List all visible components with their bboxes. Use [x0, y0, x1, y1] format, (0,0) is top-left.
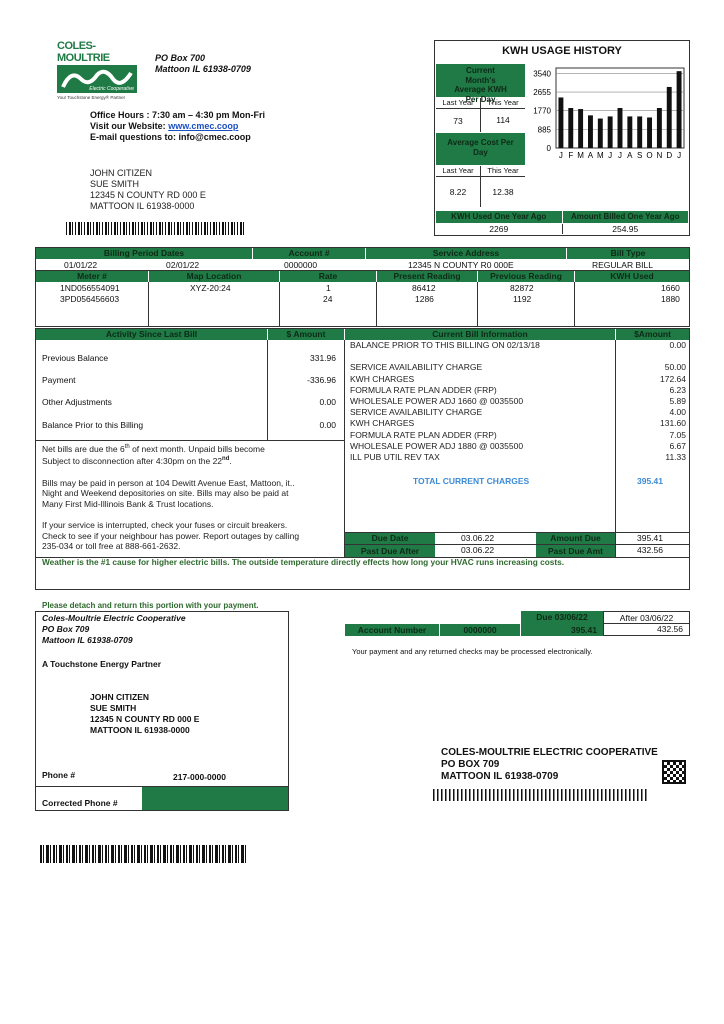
detach-note: Please detach and return this portion with your payment. — [42, 601, 259, 610]
note2a: Subject to disconnection after 4:30pm on the 22 — [42, 456, 223, 467]
corrected-phone-label: Corrected Phone # — [42, 798, 118, 808]
website-link[interactable]: www.cmec.coop — [168, 121, 239, 131]
avg-last-year: 73 — [453, 115, 463, 126]
item-amount-6: 5.89 — [669, 396, 686, 406]
activity-amount-3: 0.00 — [319, 397, 336, 407]
chart-xtick-label: N — [656, 151, 663, 160]
avg-cost-header — [436, 133, 525, 165]
h-activity: Activity Since Last Bill — [36, 329, 267, 340]
qr-code-icon — [662, 760, 686, 784]
chart-xtick-label: J — [618, 151, 622, 160]
present-1: 86412 — [412, 283, 436, 293]
meter-1: 1ND056554091 — [60, 283, 120, 293]
phone-number: 217-000-0000 — [173, 772, 226, 782]
stub-city-2: MATTOON IL 61938-0000 — [90, 725, 190, 735]
avg-this-year: 114 — [480, 109, 525, 132]
electronic-note: Your payment and any returned checks may be processed electronically. — [352, 647, 593, 656]
activity-label-2: Payment — [42, 375, 76, 385]
previous-2: 1192 — [513, 294, 532, 304]
chart-xtick-label: M — [596, 151, 604, 160]
chart-bar — [657, 108, 662, 148]
activity-amount-2: -336.96 — [307, 375, 336, 385]
activity-label-3: Other Adjustments — [42, 397, 112, 407]
h-rate: Rate — [280, 271, 376, 282]
bill-type: REGULAR BILL — [592, 260, 653, 270]
h-account: Account # — [253, 248, 365, 259]
chart-ytick-label: 0 — [546, 144, 551, 153]
logo-sub: Electric Cooperative — [89, 86, 134, 92]
chart-bar — [618, 108, 623, 148]
chart-bar — [568, 108, 573, 148]
h-previous: Previous Reading — [478, 271, 574, 282]
chart-bar — [608, 116, 613, 148]
note-due-line — [42, 442, 342, 454]
scan-line-barcode — [40, 845, 248, 863]
after-label: After 03/06/22 — [603, 611, 690, 624]
item-label-2 — [350, 351, 686, 362]
avg-this-year-label: This Year — [487, 98, 519, 107]
chart-bar — [637, 116, 642, 148]
stub-box — [35, 611, 289, 811]
stub-name-1: JOHN CITIZEN — [90, 692, 150, 702]
note6: If your service is interrupted, check your fuses or circuit breakers. — [42, 520, 288, 531]
website-line — [90, 121, 265, 132]
kwh-ago: 2269 — [489, 224, 509, 234]
kwh-ago-label: KWH Used One Year Ago — [436, 211, 562, 223]
item-amount-10: 6.67 — [669, 440, 686, 451]
note1a: Net bills are due the 6 — [42, 443, 125, 454]
item-label-3: SERVICE AVAILABILITY CHARGE — [350, 362, 483, 373]
item-amount-8: 131.60 — [660, 418, 686, 429]
customer-city: MATTOON IL 61938-0000 — [90, 201, 195, 211]
customer-address: 12345 N COUNTY RD 000 E — [90, 190, 206, 200]
account-number-label: Account Number — [345, 624, 439, 636]
current-items — [350, 340, 686, 463]
chart-xtick-label: A — [587, 151, 594, 160]
item-label-8: KWH CHARGES — [350, 418, 415, 429]
stub-name-2: SUE SMITH — [90, 703, 137, 713]
period-from: 01/01/22 — [64, 260, 98, 270]
payment-notes — [42, 442, 342, 552]
chart-xtick-label: S — [637, 151, 643, 160]
item-label-5: FORMULA RATE PLAN ADDER (FRP) — [350, 384, 497, 395]
past-due-amt: 432.56 — [637, 545, 663, 555]
item-amount-3: 50.00 — [664, 362, 686, 373]
cost-last-year-label: Last Year — [436, 166, 481, 176]
billed-ago-label: Amount Billed One Year Ago — [562, 211, 689, 223]
billing-table — [35, 247, 690, 327]
item-label-1: BALANCE PRIOR TO THIS BILLING ON 02/13/18 — [350, 340, 540, 350]
kwh-2: 1880 — [661, 294, 680, 304]
chart-bar — [677, 71, 682, 148]
chart-xtick-label: A — [627, 151, 633, 160]
chart-ytick-label: 885 — [537, 125, 551, 135]
stub-address: 12345 N COUNTY RD 000 E — [90, 714, 200, 724]
chart-xtick-label: J — [608, 151, 613, 160]
avg-cost-label: Average Cost Per Day — [447, 138, 514, 157]
note1b: of next month. Unpaid bills become — [129, 443, 265, 454]
h-current-amount: $Amount — [616, 329, 689, 340]
amount-due-label: Amount Due — [536, 533, 615, 544]
email-line: E-mail questions to: info@cmec.coop — [90, 132, 251, 142]
item-label-11: ILL PUB UTIL REV TAX — [350, 452, 440, 463]
activity-amount-1: 331.96 — [310, 353, 336, 363]
meter-2: 3PD056456603 — [60, 294, 120, 304]
chart-bar — [558, 97, 563, 148]
remit-coop: COLES-MOULTRIE ELECTRIC COOPERATIVE — [441, 747, 658, 758]
logo-text: COLES-MOULTRIE — [57, 40, 110, 64]
item-amount-9: 7.05 — [669, 429, 686, 440]
note4: Night and Weekend depositories on site. Bills may also be paid at — [42, 488, 289, 499]
remit-table — [345, 611, 690, 637]
stub-coop: Coles-Moultrie Electric Cooperative — [42, 613, 186, 623]
past-due-after-label: Past Due After — [345, 545, 435, 557]
customer-name-2: SUE SMITH — [90, 179, 140, 189]
h-type: Bill Type — [567, 248, 689, 259]
website-label: Visit our Website: — [90, 121, 169, 131]
chart-bar — [647, 117, 652, 148]
remit-city: MATTOON IL 61938-0709 — [441, 771, 559, 782]
due-date: 03.06.22 — [461, 533, 495, 543]
chart-bar — [598, 119, 603, 148]
usage-history-title: KWH USAGE HISTORY — [502, 45, 622, 57]
present-2: 1286 — [415, 294, 434, 304]
logo-mark — [57, 65, 137, 93]
total-current-label: TOTAL CURRENT CHARGES — [413, 476, 530, 486]
h-service: Service Address — [366, 248, 566, 259]
h-activity-amount: $ Amount — [268, 329, 344, 340]
previous-1: 82872 — [510, 283, 534, 293]
note5: Many First Mid-Illinois Bank & Trust locations. — [42, 498, 214, 509]
due-label: Due 03/06/22 — [521, 611, 603, 624]
chart-xtick-label: F — [568, 151, 574, 160]
avg-last-year-label: Last Year — [436, 98, 481, 108]
remit-po: PO BOX 709 — [441, 759, 500, 770]
item-label-4: KWH CHARGES — [350, 373, 415, 384]
map-1: XYZ-20:24 — [190, 283, 231, 293]
chart-ytick-label: 1770 — [533, 106, 551, 116]
company-logo — [57, 40, 141, 100]
service-address: 12345 N COUNTY R0 000E — [408, 260, 514, 270]
chart-xtick-label: J — [558, 151, 563, 160]
h-map: Map Location — [149, 271, 279, 282]
period-to: 02/01/22 — [166, 260, 200, 270]
cost-this-year-label: This Year — [487, 166, 519, 175]
chart-xtick-label: J — [677, 151, 682, 160]
h-kwh: KWH Used — [575, 271, 689, 282]
note7: Check to see if your neighbour has power. Report outages by calling — [42, 530, 300, 541]
past-due-after: 03.06.22 — [461, 545, 495, 555]
h-period: Billing Period Dates — [36, 248, 252, 259]
item-label-7: SERVICE AVAILABILITY CHARGE — [350, 407, 483, 418]
activity-label-1: Previous Balance — [42, 353, 109, 363]
note-disconnect-line — [42, 454, 342, 466]
item-amount-7: 4.00 — [669, 407, 686, 418]
total-current: 395.41 — [637, 476, 663, 486]
stub-partner: A Touchstone Energy Partner — [42, 659, 162, 669]
chart-ytick-label: 2655 — [533, 88, 551, 98]
item-label-10: WHOLESALE POWER ADJ 1880 @ 0035500 — [350, 440, 524, 451]
item-label-9: FORMULA RATE PLAN ADDER (FRP) — [350, 429, 497, 440]
account-number: 0000000 — [284, 260, 318, 270]
note1sup: th — [124, 444, 130, 450]
remit-postal-barcode — [433, 789, 649, 801]
activity-amount-4: 0.00 — [319, 420, 336, 430]
postal-barcode — [66, 222, 244, 235]
item-amount-11: 11.33 — [665, 452, 686, 463]
avg-kwh-label: Current Month's Average KWH Per Day — [454, 66, 507, 104]
logo-tagline: Your Touchstone Energy® Partner — [57, 95, 126, 100]
h-current: Current Bill Information — [345, 329, 615, 340]
amount-due: 395.41 — [637, 533, 663, 543]
kwh-usage-chart — [526, 64, 688, 166]
chart-ytick-label: 3540 — [533, 69, 551, 79]
chart-xtick-label: D — [666, 151, 673, 160]
item-amount-1: 0.00 — [669, 340, 686, 350]
past-due-amt-label: Past Due Amt — [536, 545, 615, 557]
note2sup: nd — [222, 456, 230, 463]
stub-po: PO Box 709 — [42, 624, 90, 634]
cost-last-year: 8.22 — [449, 187, 467, 197]
company-city: Mattoon IL 61938-0709 — [155, 64, 251, 74]
item-label-6: WHOLESALE POWER ADJ 1660 @ 0035500 — [350, 396, 524, 406]
h-present: Present Reading — [377, 271, 477, 282]
item-amount-5: 6.23 — [669, 384, 686, 395]
chart-bar — [578, 109, 583, 148]
corrected-phone-field[interactable] — [142, 787, 288, 810]
stub-due-amount: 395.41 — [521, 624, 603, 636]
stub-after-amount: 432.56 — [603, 623, 690, 636]
due-date-label: Due Date — [345, 533, 435, 544]
chart-xtick-label: M — [577, 151, 584, 160]
note8: 235-034 or toll free at 888-661-2632. — [42, 541, 181, 552]
note2b: . — [229, 456, 232, 467]
h-meter: Meter # — [36, 271, 148, 282]
customer-name-1: JOHN CITIZEN — [90, 168, 152, 178]
stub-account: 0000000 — [440, 624, 520, 636]
company-po-box: PO Box 700 — [155, 53, 206, 63]
chart-xtick-label: O — [646, 151, 653, 160]
activity-section — [35, 328, 690, 590]
office-hours: Office Hours : 7:30 am – 4:30 pm Mon-Fri — [90, 110, 266, 120]
stub-city: Mattoon IL 61938-0709 — [42, 635, 133, 645]
chart-bar — [667, 87, 672, 148]
note3: Bills may be paid in person at 104 Dewitt Avenue East, Mattoon, it.. — [42, 477, 295, 488]
chart-bar — [627, 116, 632, 148]
cost-this-year: 12.38 — [480, 177, 525, 207]
item-amount-4: 172.64 — [660, 373, 686, 384]
weather-note: Weather is the #1 cause for higher electric bills. The outside temperature directly effects how long your HVAC runs increasing costs. — [42, 557, 565, 567]
chart-bar — [588, 115, 593, 148]
billed-ago: 254.95 — [562, 224, 689, 234]
rate-1: 1 — [326, 283, 331, 293]
activity-label-4: Balance Prior to this Billing — [42, 420, 144, 430]
kwh-1: 1660 — [661, 283, 680, 293]
rate-2: 24 — [323, 294, 333, 304]
phone-label: Phone # — [42, 770, 76, 780]
